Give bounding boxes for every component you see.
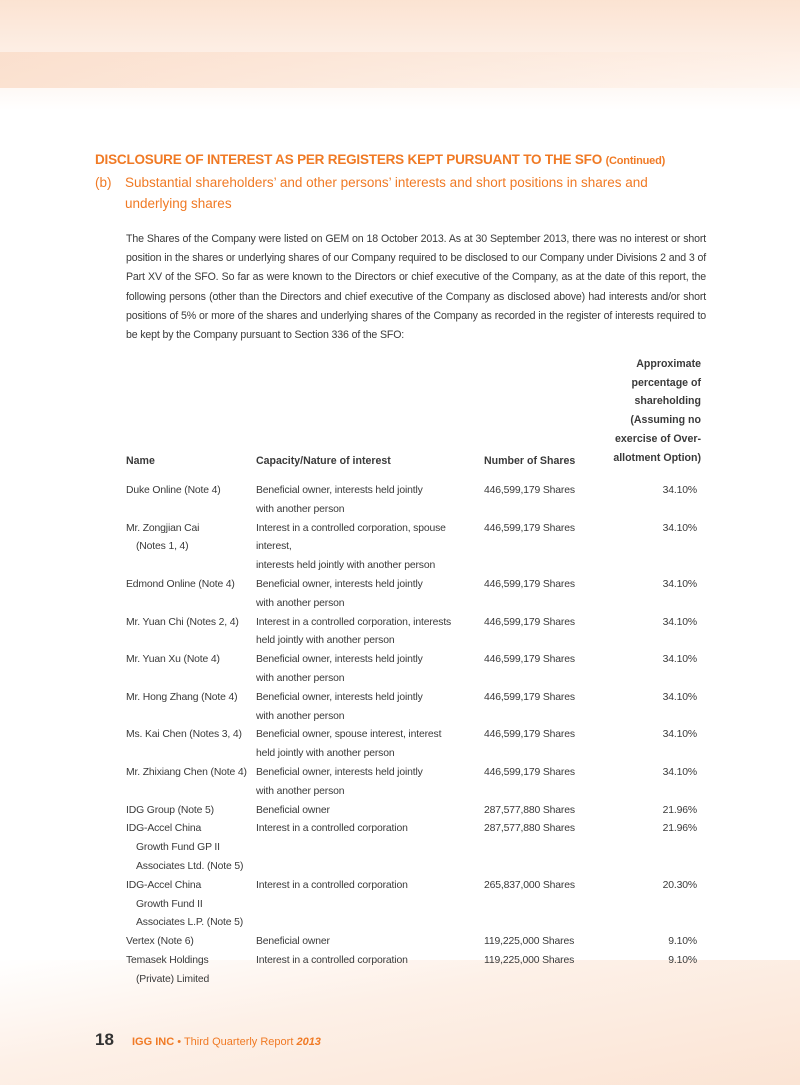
cell-name-line: Ms. Kai Chen (Notes 3, 4)	[126, 729, 242, 741]
cell-name	[126, 820, 256, 876]
cell-shares: 119,225,000 Shares	[484, 954, 575, 966]
cell-name	[126, 764, 256, 802]
header-percentage-line: (Assuming no	[630, 414, 701, 427]
cell-percentage: 9.10%	[668, 954, 697, 966]
cell-shares: 265,837,000 Shares	[484, 879, 575, 891]
cell-percentage: 34.10%	[662, 729, 697, 741]
cell-name-line: (Notes 1, 4)	[136, 541, 189, 553]
cell-percentage: 21.96%	[662, 823, 697, 835]
cell-percentage: 9.10%	[668, 936, 697, 948]
table-row	[126, 520, 701, 576]
cell-name-line: Mr. Yuan Xu (Note 4)	[126, 654, 220, 666]
cell-name-line: Mr. Yuan Chi (Notes 2, 4)	[126, 616, 239, 628]
cell-name	[126, 933, 256, 952]
header-decoration	[0, 0, 800, 110]
cell-shares: 287,577,880 Shares	[484, 823, 575, 835]
cell-shares: 446,599,179 Shares	[484, 485, 575, 496]
cell-shares: 446,599,179 Shares	[484, 691, 575, 703]
cell-capacity-line: interests held jointly with another person	[256, 560, 436, 572]
cell-name	[126, 952, 256, 990]
cell-name-line: Edmond Online (Note 4)	[126, 578, 235, 590]
cell-capacity-line: Interest in a controlled corporation	[256, 823, 408, 835]
cell-capacity	[256, 614, 484, 652]
cell-percentage: 21.96%	[662, 804, 697, 816]
footer-year: 2013	[296, 1036, 321, 1048]
cell-capacity-line: with another person	[256, 785, 345, 797]
cell-capacity	[256, 576, 484, 614]
cell-name	[126, 651, 256, 689]
cell-shares: 446,599,179 Shares	[484, 729, 575, 741]
cell-shares: 287,577,880 Shares	[484, 804, 575, 816]
cell-shares: 446,599,179 Shares	[484, 766, 575, 778]
cell-shares: 119,225,000 Shares	[484, 936, 575, 948]
cell-name-line: Temasek Holdings	[126, 954, 209, 966]
cell-capacity	[256, 482, 484, 520]
header-capacity: Capacity/Nature of interest	[256, 455, 391, 467]
table-row	[126, 802, 701, 821]
cell-percentage: 34.10%	[662, 691, 697, 703]
header-percentage-line: allotment Option)	[613, 451, 701, 464]
table-row	[126, 576, 701, 614]
cell-capacity-line: Beneficial owner	[256, 804, 330, 816]
cell-capacity	[256, 802, 484, 821]
cell-capacity-line: Interest in a controlled corporation	[256, 879, 408, 891]
page-number: 18	[95, 1030, 114, 1049]
footer-company: IGG INC	[132, 1036, 175, 1048]
cell-capacity-line: Beneficial owner, interests held jointly	[256, 654, 423, 666]
cell-name-line: Mr. Zhixiang Chen (Note 4)	[126, 766, 247, 778]
footer-report: Third Quarterly Report	[183, 1036, 294, 1048]
cell-capacity	[256, 820, 484, 876]
subsection-text: Substantial shareholders’ and other persons’ interests and short positions in shares and underlying shares	[125, 175, 648, 211]
cell-capacity-line: Interest in a controlled corporation, spouse interest,	[256, 522, 446, 553]
cell-capacity	[256, 952, 484, 990]
cell-capacity	[256, 764, 484, 802]
cell-name	[126, 726, 256, 764]
shareholders-table	[126, 482, 701, 990]
cell-capacity-line: Beneficial owner, interests held jointly	[256, 691, 423, 703]
cell-name-line: Associates Ltd. (Note 5)	[136, 860, 244, 872]
cell-capacity-line: with another person	[256, 597, 345, 609]
cell-capacity	[256, 726, 484, 764]
intro-paragraph: The Shares of the Company were listed on GEM on 18 October 2013. As at 30 September 2013, there was no interest or short position in the shares or underlying shares of our Company required to be disclosed to our Company under Divisions 2 and 3 of Part XV of the SFO. So far as were known to the Directors or chief executive of the Company, as at the date of this report, the following persons (other than the Directors and chief executive of the Company as disclosed above) had interests and/or short positions of 5% or more of the shares and underlying shares of the Company as recorded in the register of interests required to be kept by the Company pursuant to Section 336 of the SFO:	[126, 233, 706, 342]
cell-name-line: Duke Online (Note 4)	[126, 485, 221, 496]
cell-name	[126, 802, 256, 821]
subsection-label: (b)	[95, 175, 112, 190]
cell-capacity-line: Beneficial owner, interests held jointly	[256, 485, 423, 496]
cell-name	[126, 482, 256, 520]
table-row	[126, 689, 701, 727]
cell-name-line: Mr. Hong Zhang (Note 4)	[126, 691, 238, 703]
cell-percentage: 34.10%	[662, 485, 697, 496]
cell-name-line: Vertex (Note 6)	[126, 936, 194, 948]
cell-name	[126, 520, 256, 576]
cell-name-line: (Private) Limited	[136, 973, 210, 985]
cell-capacity-line: Beneficial owner, interests held jointly	[256, 578, 423, 590]
header-percentage-line: Approximate	[636, 358, 701, 370]
footer-bullet: •	[177, 1036, 182, 1048]
cell-capacity-line: with another person	[256, 672, 345, 684]
cell-capacity-line: Interest in a controlled corporation	[256, 954, 408, 966]
table-row	[126, 764, 701, 802]
subsection-heading	[95, 172, 707, 214]
footer-text	[132, 1036, 321, 1048]
section-heading	[95, 152, 665, 167]
cell-shares: 446,599,179 Shares	[484, 522, 575, 534]
header-percentage-line: percentage of	[631, 376, 701, 389]
cell-name-line: Mr. Zongjian Cai	[126, 522, 200, 534]
header-shares: Number of Shares	[484, 455, 576, 467]
cell-name-line: IDG Group (Note 5)	[126, 804, 214, 816]
cell-name-line: IDG-Accel China	[126, 823, 202, 835]
cell-percentage: 34.10%	[662, 766, 697, 778]
cell-capacity-line: with another person	[256, 503, 345, 515]
cell-shares: 446,599,179 Shares	[484, 616, 575, 628]
cell-shares: 446,599,179 Shares	[484, 578, 575, 590]
table-row	[126, 726, 701, 764]
cell-name-line: Associates L.P. (Note 5)	[136, 917, 244, 929]
cell-capacity-line: Interest in a controlled corporation, interests	[256, 616, 452, 628]
cell-name-line: Growth Fund II	[136, 898, 203, 910]
cell-name-line: IDG-Accel China	[126, 879, 202, 891]
cell-name	[126, 689, 256, 727]
cell-name	[126, 614, 256, 652]
cell-percentage: 20.30%	[662, 879, 697, 891]
cell-capacity	[256, 651, 484, 689]
cell-percentage: 34.10%	[662, 654, 697, 666]
cell-shares: 446,599,179 Shares	[484, 654, 575, 666]
header-percentage-line: exercise of Over-	[615, 432, 701, 445]
cell-name-line: Growth Fund GP II	[136, 842, 220, 854]
table-row	[126, 933, 701, 952]
table-row	[126, 877, 701, 933]
heading-title: DISCLOSURE OF INTEREST AS PER REGISTERS KEPT PURSUANT TO THE SFO	[95, 152, 603, 167]
table-row	[126, 820, 701, 876]
cell-capacity	[256, 689, 484, 727]
cell-capacity-line: Beneficial owner, spouse interest, interest	[256, 729, 442, 741]
cell-percentage: 34.10%	[662, 616, 697, 628]
cell-capacity-line: held jointly with another person	[256, 635, 395, 647]
cell-capacity-line: held jointly with another person	[256, 748, 395, 760]
table-row	[126, 651, 701, 689]
cell-capacity-line: Beneficial owner	[256, 936, 330, 948]
table-row	[126, 482, 701, 520]
cell-capacity	[256, 877, 484, 933]
cell-name	[126, 877, 256, 933]
heading-continued: (Continued)	[605, 155, 666, 167]
header-name: Name	[126, 455, 155, 467]
cell-percentage: 34.10%	[662, 578, 697, 590]
cell-name	[126, 576, 256, 614]
cell-capacity	[256, 520, 484, 576]
cell-capacity	[256, 933, 484, 952]
header-percentage-line: shareholding	[634, 395, 701, 408]
cell-percentage: 34.10%	[662, 522, 697, 534]
header-percentage	[561, 355, 701, 467]
cell-capacity-line: Beneficial owner, interests held jointly	[256, 766, 423, 778]
cell-capacity-line: with another person	[256, 710, 345, 722]
table-row	[126, 952, 701, 990]
table-row	[126, 614, 701, 652]
